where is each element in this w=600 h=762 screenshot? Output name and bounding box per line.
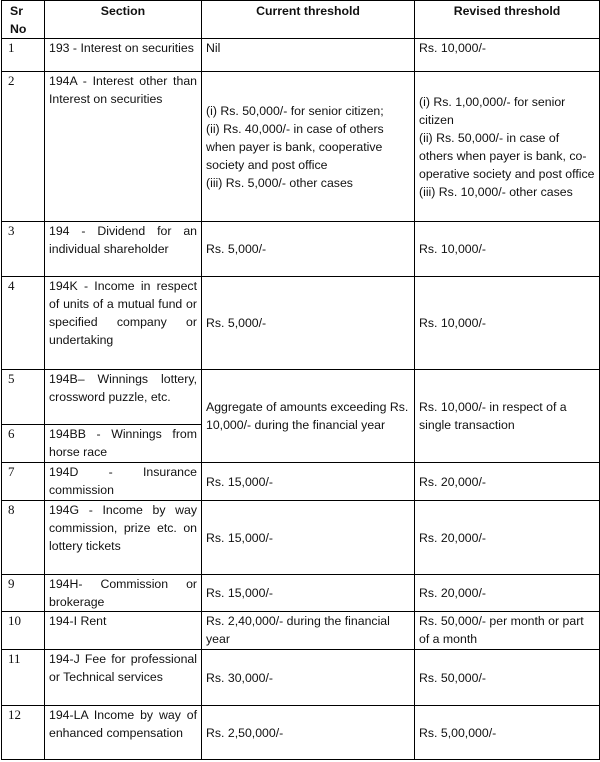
section-cell: 194H- Commission or brokerage (45, 575, 202, 612)
threshold-line: (ii) Rs. 40,000/- in case of others when payer is bank, cooperative society and post office (206, 121, 384, 172)
current-threshold (202, 72, 415, 222)
sr-no: 8 (2, 501, 45, 575)
section-cell: 194B– Winnings lottery, crossword puzzle, etc. (45, 370, 202, 425)
header-sr-no: Sr No (2, 1, 45, 39)
sr-no: 10 (2, 612, 45, 650)
sr-no: 9 (2, 575, 45, 612)
current-threshold: Rs. 5,000/- (202, 277, 415, 370)
table-row (2, 277, 600, 370)
section-cell: 193 - Interest on securities (45, 39, 202, 72)
threshold-line: (iii) Rs. 5,000/- other cases (206, 175, 353, 190)
current-threshold: Rs. 30,000/- (202, 650, 415, 706)
section-cell: 194D - Insurance commission (45, 463, 202, 501)
revised-threshold: Rs. 10,000/- (415, 39, 600, 72)
header-current-threshold: Current threshold (202, 1, 415, 39)
threshold-line: (iii) Rs. 10,000/- other cases (419, 184, 573, 199)
revised-threshold: Rs. 20,000/- (415, 575, 600, 612)
table-row (2, 463, 600, 501)
current-threshold: Rs. 15,000/- (202, 463, 415, 501)
sr-no: 11 (2, 650, 45, 706)
current-threshold: Nil (202, 39, 415, 72)
section-cell: 194G - Income by way commission, prize etc. on lottery tickets (45, 501, 202, 575)
section-cell: 194 - Dividend for an individual shareholder (45, 222, 202, 277)
table-row (2, 39, 600, 72)
revised-threshold: Rs. 5,00,000/- (415, 706, 600, 760)
threshold-line: (ii) Rs. 50,000/- in case of others when payer is bank, co- operative society and post office (419, 130, 595, 181)
section-cell: 194BB - Winnings from horse race (45, 425, 202, 463)
section-cell: 194-J Fee for professional or Technical services (45, 650, 202, 706)
threshold-line: (i) Rs. 50,000/- for senior citizen; (206, 103, 384, 118)
table-row (2, 72, 600, 222)
sr-no: 4 (2, 277, 45, 370)
header-row (2, 1, 600, 39)
section-cell: 194A - Interest other than Interest on securities (45, 72, 202, 222)
table-row (2, 612, 600, 650)
section-cell: 194-LA Income by way of enhanced compensation (45, 706, 202, 760)
tds-threshold-table (1, 0, 600, 760)
section-cell: 194-I Rent (45, 612, 202, 650)
section-cell: 194K - Income in respect of units of a mutual fund or specified company or undertaking (45, 277, 202, 370)
current-threshold: Rs. 2,50,000/- (202, 706, 415, 760)
header-section: Section (45, 1, 202, 39)
current-threshold: Rs. 15,000/- (202, 501, 415, 575)
revised-threshold: Rs. 10,000/- in respect of a single transaction (415, 370, 600, 463)
current-threshold: Rs. 2,40,000/- during the financial year (202, 612, 415, 650)
revised-threshold: Rs. 50,000/- (415, 650, 600, 706)
sr-no: 3 (2, 222, 45, 277)
sr-no: 7 (2, 463, 45, 501)
current-threshold: Aggregate of amounts exceeding Rs. 10,000/- during the financial year (202, 370, 415, 463)
threshold-line: (i) Rs. 1,00,000/- for senior citizen (419, 94, 566, 127)
table-row (2, 650, 600, 706)
sr-no: 2 (2, 72, 45, 222)
current-threshold: Rs. 15,000/- (202, 575, 415, 612)
revised-threshold: Rs. 10,000/- (415, 222, 600, 277)
table-row (2, 706, 600, 760)
sr-no: 6 (2, 425, 45, 463)
revised-threshold: Rs. 20,000/- (415, 501, 600, 575)
table-row (2, 222, 600, 277)
table-row (2, 575, 600, 612)
header-revised-threshold: Revised threshold (415, 1, 600, 39)
sr-no: 12 (2, 706, 45, 760)
sr-no: 1 (2, 39, 45, 72)
revised-threshold: Rs. 50,000/- per month or part of a month (415, 612, 600, 650)
sr-no: 5 (2, 370, 45, 425)
table-row (2, 501, 600, 575)
revised-threshold: Rs. 10,000/- (415, 277, 600, 370)
revised-threshold: Rs. 20,000/- (415, 463, 600, 501)
table-row (2, 370, 600, 425)
current-threshold: Rs. 5,000/- (202, 222, 415, 277)
revised-threshold (415, 72, 600, 222)
